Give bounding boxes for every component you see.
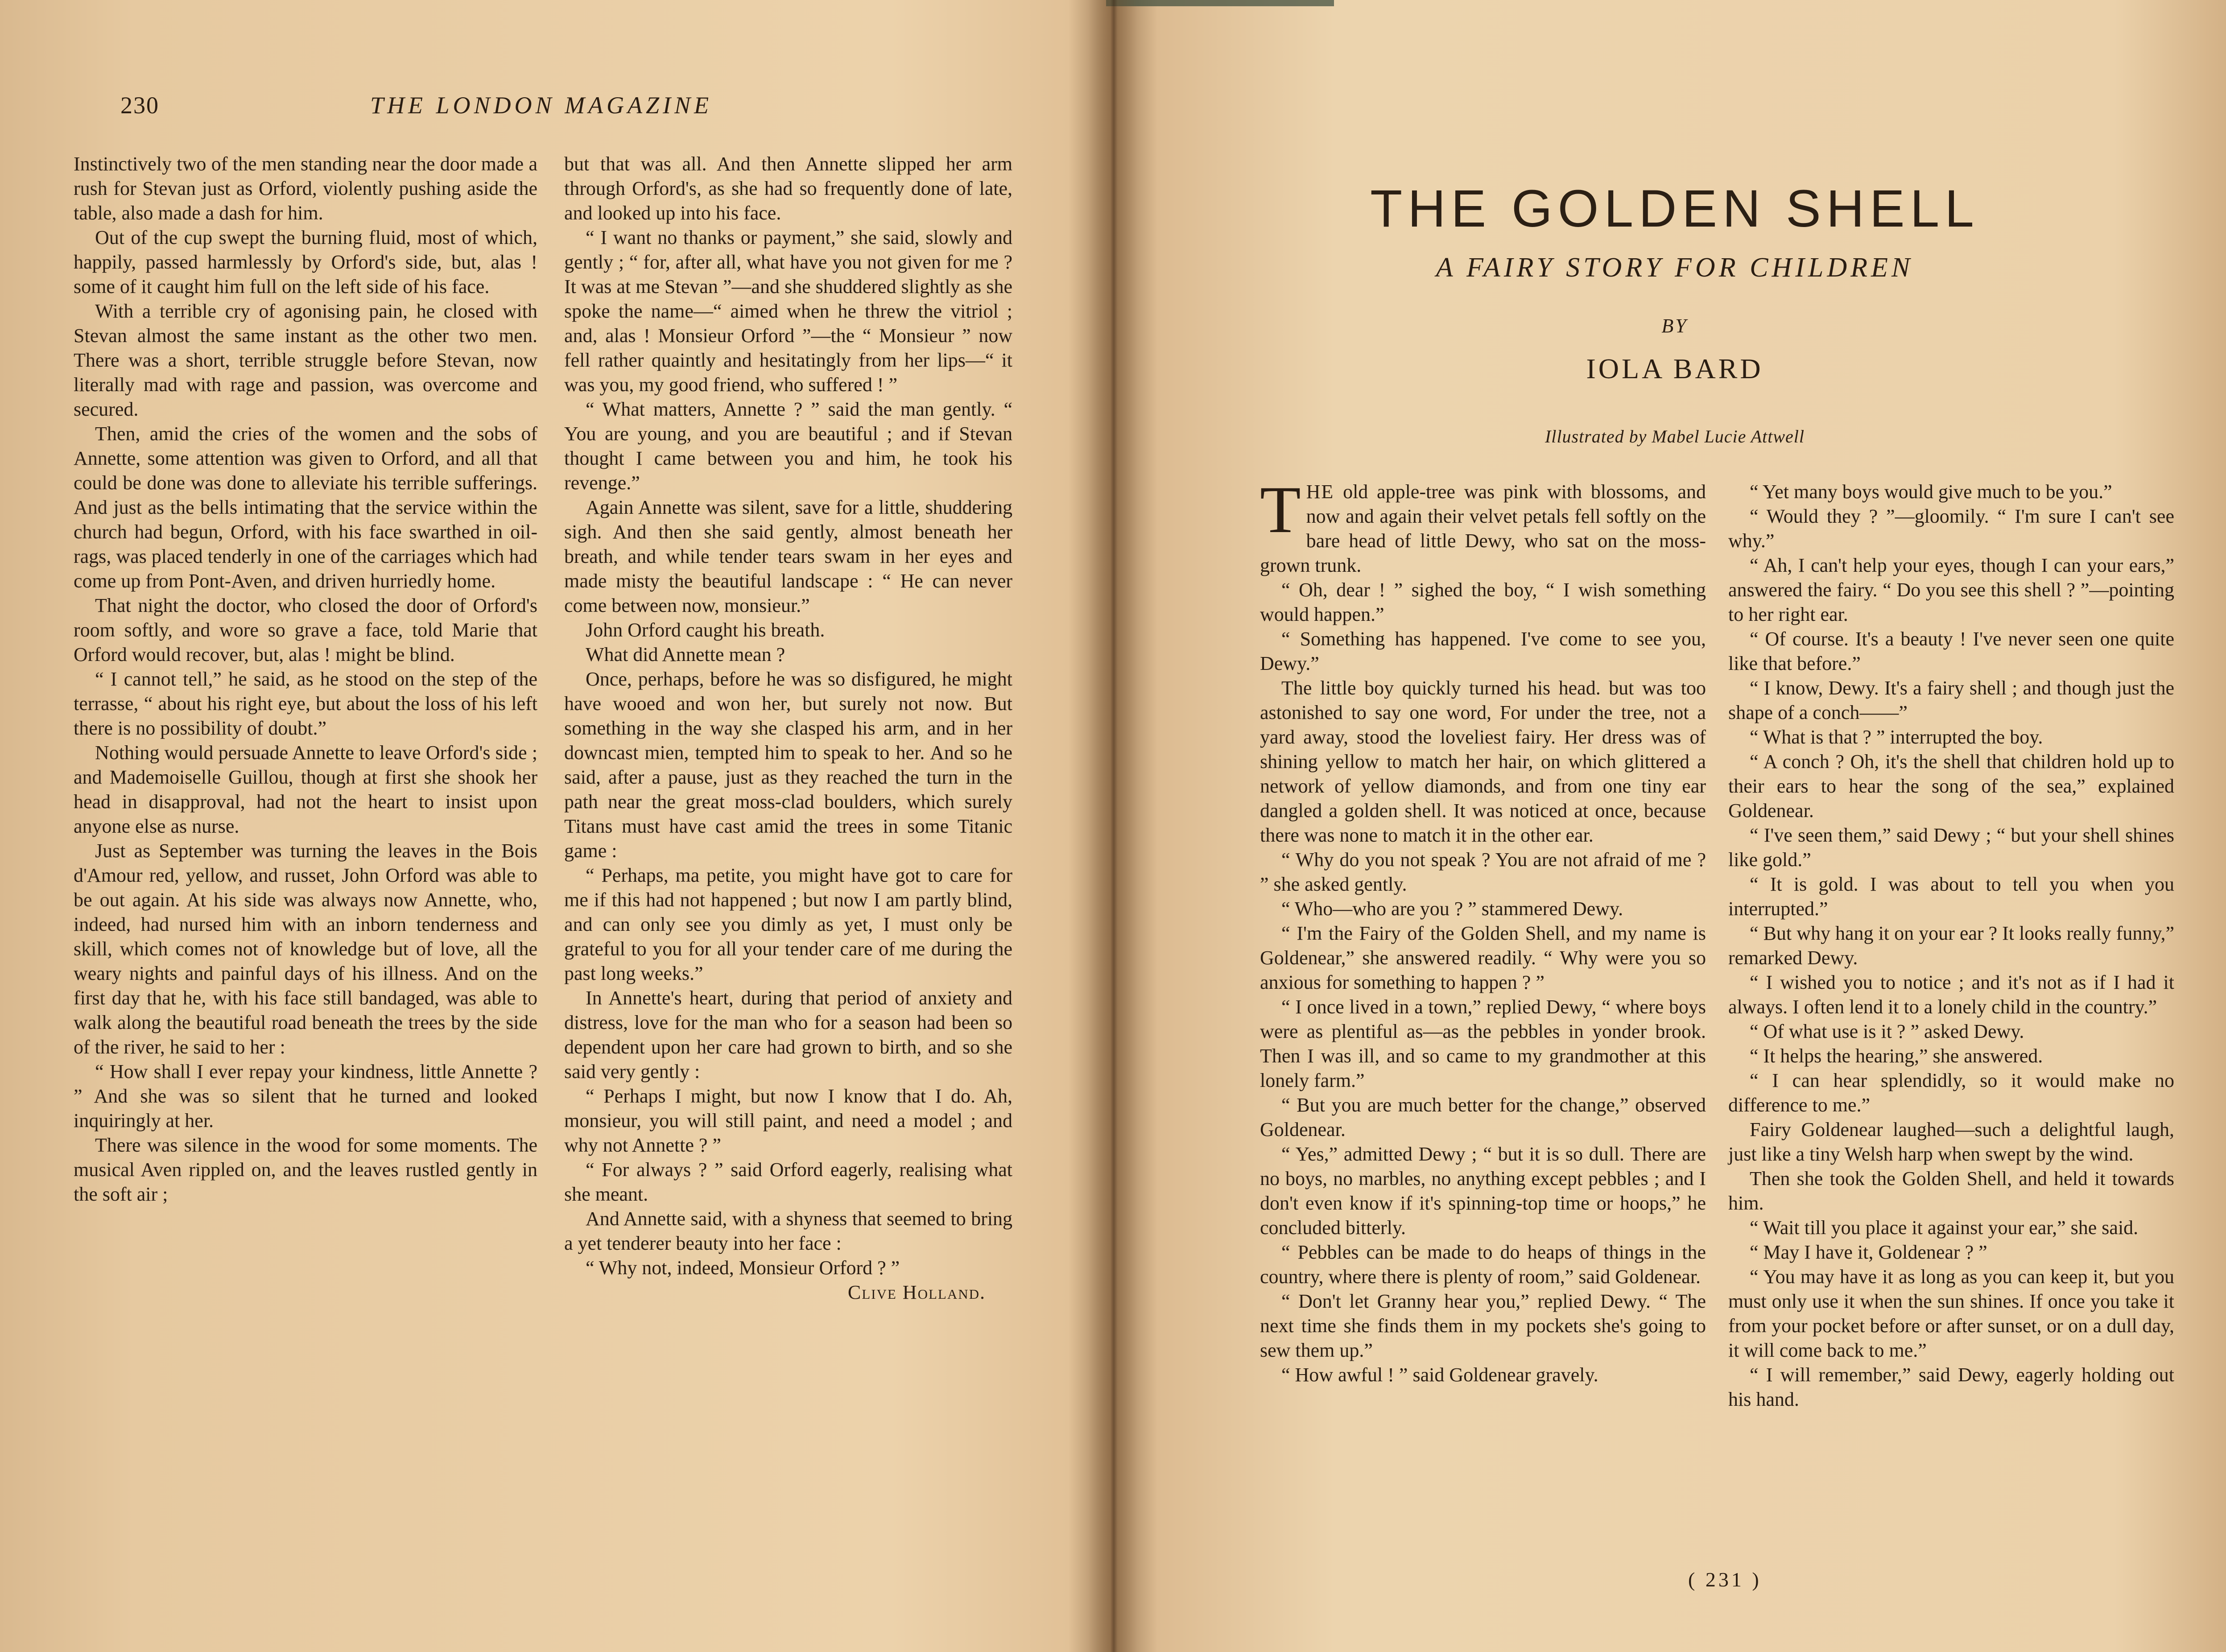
opening-paragraph [1260, 473, 1706, 578]
paragraph: “ Who—who are you ? ” stammered Dewy. [1281, 898, 1623, 920]
paragraph: With a terrible cry of agonising pain, he closed with Stevan almost the same instant as the other two men. There was a short, terrible struggle before Stevan, now literally mad with rage and passion, was overcome and secured. [74, 300, 537, 420]
paragraph: “ What matters, Annette ? ” said the man gently. “ You are young, and you are beautiful ; and if Stevan thought I came between you and him, he took his revenge.” [564, 398, 1012, 494]
paragraph: Instinctively two of the men standing near the door made a rush for Stevan just as Orford, violently pushing aside the table, also made a dash for him. [74, 153, 537, 224]
paragraph: “ Ah, I can't help your eyes, though I can your ears,” answered the fairy. “ Do you see this shell ? ”—pointing to her right ear. [1728, 554, 2174, 625]
illustrator-credit: Illustrated by Mabel Lucie Attwell [1545, 426, 1805, 446]
author-signature: Clive Holland. [847, 1281, 986, 1303]
paragraph: “ Perhaps I might, but now I know that I do. Ah, monsieur, you will still paint, and need a model ; and why not Annette ? ” [564, 1085, 1012, 1156]
paragraph: “ What is that ? ” interrupted the boy. [1750, 726, 2043, 748]
paragraph: Then, amid the cries of the women and the sobs of Annette, some attention was given to Orford, and all that could be done was done to alleviate his terrible sufferings. And just as the bells intimating that the service within the church had begun, Orford, with his face swarthed in oil-rags, was placed tenderly in one of the carriages which had come up from Pont-Aven, and driven hurriedly home. [74, 423, 537, 592]
paragraph: And Annette said, with a shyness that seemed to bring a yet tenderer beauty into her face : [564, 1208, 1012, 1254]
paragraph: “ Perhaps, ma petite, you might have got to care for me if this had not happened ; but now I am partly blind, and can only see you dimly as yet, I must only be grateful to you for all your tender care of me during the past long weeks.” [564, 864, 1012, 984]
paragraph: “ Why do you not speak ? You are not afraid of me ? ” she asked gently. [1260, 849, 1706, 895]
paragraph: Just as September was turning the leaves in the Bois d'Amour red, yellow, and russet, John Orford was able to be out again. At his side was always now Annette, who, indeed, had nursed him with an inborn tenderness and skill, which comes not of knowledge but of love, all the weary nights and painful days of his illness. And on the first day that he, with his face still bandaged, was able to walk along the beautiful road beneath the trees by the side of the river, he said to her : [74, 840, 537, 1058]
paragraph: “ For always ? ” said Orford eagerly, realising what she meant. [564, 1159, 1012, 1205]
paragraph: The little boy quickly turned his head. but was too astonished to say one word, For under the tree, not a yard away, stood the loveliest fairy. Her dress was of shining yellow to match her hair, on which glittered a network of yellow diamonds, and from one tiny ear dangled a golden shell. It was noticed at once, because there was none to match it in the other ear. [1260, 677, 1706, 846]
drop-cap: T [1260, 473, 1301, 547]
paragraph: “ I once lived in a town,” replied Dewy, “ where boys were as plentiful as—as the pebbles in yonder brook. Then I was ill, and so came to my grandmother at this lonely farm.” [1260, 996, 1706, 1091]
left-column-1 [74, 152, 537, 1206]
paragraph: “ I've seen them,” said Dewy ; “ but your shell shines like gold.” [1728, 824, 2174, 871]
paragraph: “ Of what use is it ? ” asked Dewy. [1750, 1020, 2024, 1042]
paragraph: “ Pebbles can be made to do heaps of things in the country, where there is plenty of room,” said Goldenear. [1260, 1241, 1706, 1288]
paragraph: “ I wished you to notice ; and it's not as if I had it always. I often lend it to a lonely child in the country.” [1728, 971, 2174, 1018]
paragraph: “ I'm the Fairy of the Golden Shell, and my name is Goldenear,” she answered readily. “ Why were you so anxious for something to happen ? ” [1260, 922, 1706, 993]
paragraph: Nothing would persuade Annette to leave Orford's side ; and Mademoiselle Guillou, though at first she shook her head in disapproval, had not the heart to insist upon anyone else as nurse. [74, 742, 537, 837]
paragraph: “ I cannot tell,” he said, as he stood on the step of the terrasse, “ about his right eye, but about the loss of his left there is no possibility of doubt.” [74, 668, 537, 739]
paragraph: “ Something has happened. I've come to see you, Dewy.” [1260, 628, 1706, 674]
paragraph: Then she took the Golden Shell, and held it towards him. [1728, 1168, 2174, 1214]
left-column-2 [564, 152, 1012, 1305]
paragraph: Out of the cup swept the burning fluid, most of which, happily, passed harmlessly by Orford's side, but, alas ! some of it caught him full on the left side of his face. [74, 227, 537, 297]
paragraph: “ Of course. It's a beauty ! I've never seen one quite like that before.” [1728, 628, 2174, 674]
magazine-title: THE LONDON MAGAZINE [370, 92, 713, 119]
paragraph: but that was all. And then Annette slipped her arm through Orford's, as she had so frequently done of late, and looked up into his face. [564, 153, 1012, 224]
paragraph: John Orford caught his breath. [586, 619, 825, 641]
paragraph: “ Would they ? ”—gloomily. “ I'm sure I can't see why.” [1728, 505, 2174, 552]
footer-page-number: ( 231 ) [1688, 1568, 1762, 1591]
paragraph: “ Don't let Granny hear you,” replied Dewy. “ The next time she finds them in my pockets she's going to sew them up.” [1260, 1290, 1706, 1361]
paragraph: In Annette's heart, during that period of anxiety and distress, love for the man who for a season had been so dependent upon her care had grown to birth, and so she said very gently : [564, 987, 1012, 1082]
paragraph: “ You may have it as long as you can keep it, but you must only use it when the sun shines. If once you take it from your pocket before or after sunset, or on a dull day, it will come back to me.” [1728, 1266, 2174, 1361]
paragraph: That night the doctor, who closed the door of Orford's room softly, and wore so grave a face, told Marie that Orford would recover, but, alas ! might be blind. [74, 595, 537, 665]
running-head [120, 91, 1012, 127]
paragraph: “ It is gold. I was about to tell you when you interrupted.” [1728, 873, 2174, 920]
paragraph: There was silence in the wood for some moments. The musical Aven rippled on, and the leaves rustled gently in the soft air ; [74, 1134, 537, 1205]
paragraph: “ Why not, indeed, Monsieur Orford ? ” [586, 1257, 900, 1279]
right-column-1 [1260, 473, 1706, 1387]
paragraph: Once, perhaps, before he was so disfigured, he might have wooed and won her, but surely not now. But something in the way she clasped his arm, and in her downcast mien, tempted him to speak to her. And so he said, after a pause, just as they reached the turn in the path near the great moss-clad boulders, which surely Titans must have cast amid the trees in some Titanic game : [564, 668, 1012, 862]
paragraph: “ I know, Dewy. It's a fairy shell ; and though just the shape of a conch——” [1728, 677, 2174, 723]
paragraph: “ How awful ! ” said Goldenear gravely. [1281, 1364, 1598, 1386]
paragraph: “ I can hear splendidly, so it would make no difference to me.” [1728, 1070, 2174, 1116]
paragraph: “ I will remember,” said Dewy, eagerly holding out his hand. [1728, 1364, 2174, 1410]
paragraph: “ But why hang it on your ear ? It looks really funny,” remarked Dewy. [1728, 922, 2174, 969]
right-page [1113, 0, 2226, 1652]
paragraph: “ How shall I ever repay your kindness, little Annette ? ” And she was so silent that he turned and looked inquiringly at her. [74, 1061, 537, 1132]
paragraph: “ Oh, dear ! ” sighed the boy, “ I wish something would happen.” [1260, 579, 1706, 625]
paragraph: “ Yes,” admitted Dewy ; “ but it is so dull. There are no boys, no marbles, no anything except pebbles ; and I don't even know if it's spinning-top time or hoops,” he concluded bitterly. [1260, 1143, 1706, 1239]
paragraph: “ May I have it, Goldenear ? ” [1750, 1241, 1987, 1263]
paragraph: “ A conch ? Oh, it's the shell that children hold up to their ears to hear the song of the sea,” explained Goldenear. [1728, 751, 2174, 822]
paragraph: “ Yet many boys would give much to be you.” [1750, 481, 2112, 503]
story-title: THE GOLDEN SHELL [1370, 179, 1979, 238]
paragraph: What did Annette mean ? [586, 644, 785, 665]
paragraph: “ I want no thanks or payment,” she said, slowly and gently ; “ for, after all, what have you not given for me ? It was at me Stevan ”—and she shuddered slightly as she spoke the name—“ aimed when he threw the vitriol ; and, alas ! Monsieur Orford ”—the “ Monsieur ” now fell rather quaintly and hesitatingly from her lips—“ it was you, my good friend, who suffered ! ” [564, 227, 1012, 396]
opening-text: old apple-tree was pink with blossoms, and now and again their velvet petals fell softly on the bare head of little Dewy, who sat on the moss-grown trunk. [1260, 481, 1706, 576]
byline-by: BY [1661, 315, 1688, 337]
paragraph: Again Annette was silent, save for a little, shuddering sigh. And then she said gently, almost beneath her breath, and while tender tears swam in her eyes and made misty the beautiful landscape : “ He can never come between now, monsieur.” [564, 496, 1012, 616]
right-column-2 [1728, 479, 2174, 1412]
story-author: IOLA BARD [1586, 353, 1763, 384]
paragraph: Fairy Goldenear laughed—such a delightful laugh, just like a tiny Welsh harp when swept by the wind. [1728, 1119, 2174, 1165]
story-subtitle: A FAIRY STORY FOR CHILDREN [1436, 252, 1914, 283]
page-number: 230 [120, 92, 159, 119]
paragraph: “ Wait till you place it against your ear,” she said. [1750, 1217, 2139, 1239]
paragraph: “ But you are much better for the change,” observed Goldenear. [1260, 1094, 1706, 1140]
paragraph: “ It helps the hearing,” she answered. [1750, 1045, 2043, 1067]
first-word: HE [1306, 481, 1334, 503]
